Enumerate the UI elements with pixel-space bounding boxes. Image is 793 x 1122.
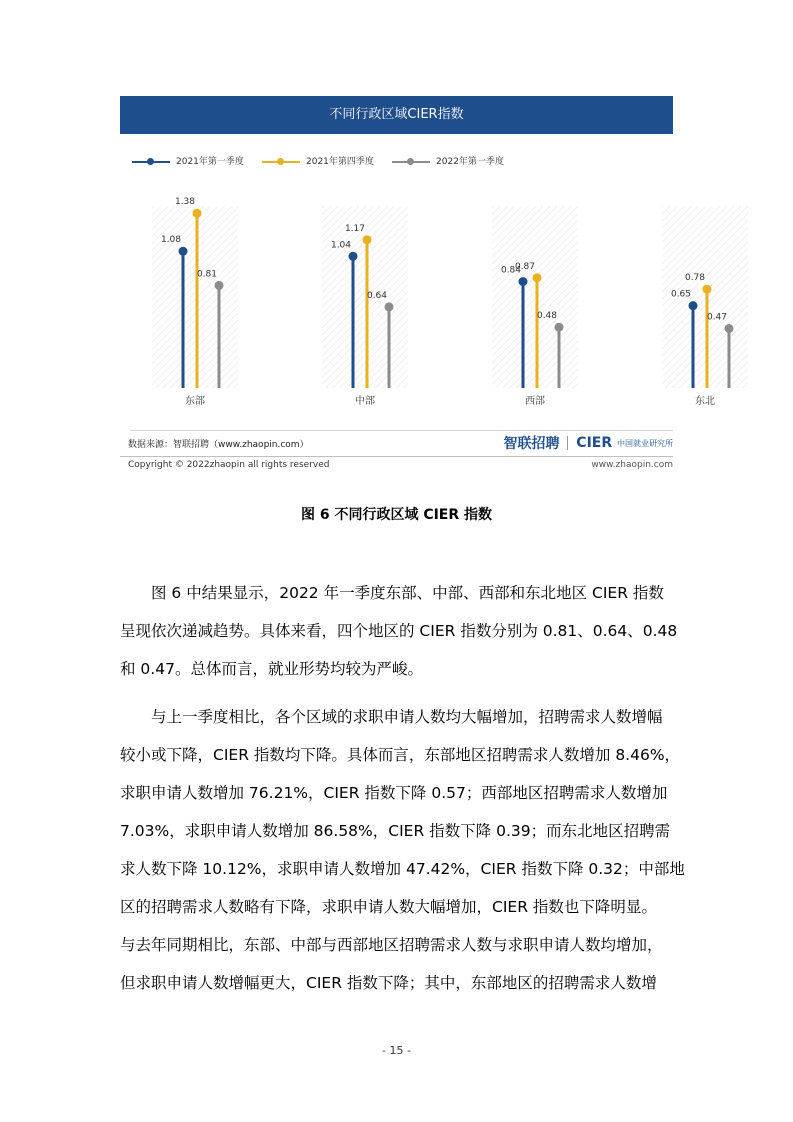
lollipop-point bbox=[179, 247, 188, 256]
lollipop-point bbox=[555, 323, 564, 332]
paragraph-line: 较小或下降，CIER 指数均下降。具体而言，东部地区招聘需求人数增加 8.46%， bbox=[120, 746, 681, 764]
chart-legend bbox=[120, 152, 673, 172]
site-url: www.zhaopin.com bbox=[591, 460, 673, 470]
paragraph-line: 7.03%，求职申请人数增加 86.58%，CIER 指数下降 0.39；而东北地区招聘需 bbox=[120, 822, 671, 840]
paragraph-line: 图 6 中结果显示，2022 年一季度东部、中部、西部和东北地区 CIER 指数 bbox=[120, 584, 664, 602]
figure-cier-by-region bbox=[120, 96, 728, 476]
lollipop-point bbox=[385, 302, 394, 311]
logos bbox=[504, 433, 673, 455]
category-label: 西部 bbox=[525, 396, 545, 407]
figure-banner-title: 不同行政区域CIER指数 bbox=[120, 96, 673, 134]
copyright-text: Copyright © 2022zhaopin all rights reserved bbox=[128, 460, 330, 470]
logo-separator bbox=[567, 436, 568, 450]
legend-label: 2021年第四季度 bbox=[306, 157, 374, 167]
lollipop-point bbox=[725, 324, 734, 333]
paragraph-line: 与去年同期相比，东部、中部与西部地区招聘需求人数与求职申请人数均增加， bbox=[120, 936, 663, 954]
paragraph-line: 和 0.47。总体而言，就业形势均较为严峻。 bbox=[120, 660, 423, 678]
category-label: 东北 bbox=[695, 396, 715, 407]
data-label: 0.87 bbox=[514, 261, 536, 272]
data-label: 0.48 bbox=[536, 311, 558, 322]
data-label: 0.84 bbox=[500, 265, 522, 276]
paragraph-line: 但求职申请人数增幅更大，CIER 指数下降；其中，东部地区的招聘需求人数增 bbox=[120, 974, 657, 992]
zhaopin-logo: 智联招聘 bbox=[503, 436, 560, 452]
paragraph-line: 求职申请人数增加 76.21%，CIER 指数下降 0.57；西部地区招聘需求人数增加 bbox=[120, 784, 668, 802]
category-label: 东部 bbox=[185, 396, 205, 407]
legend-dot-icon bbox=[277, 158, 284, 165]
lollipop-point bbox=[703, 285, 712, 294]
paragraph-line: 区的招聘需求人数略有下降，求职申请人数大幅增加，CIER 指数也下降明显。 bbox=[120, 898, 657, 916]
data-label: 0.81 bbox=[196, 269, 218, 280]
figure-source-row bbox=[128, 433, 673, 455]
lollipop-point bbox=[689, 301, 698, 310]
legend-label: 2022年第一季度 bbox=[436, 157, 504, 167]
figure-caption: 图 6 不同行政区域 CIER 指数 bbox=[300, 507, 493, 523]
copyright-row bbox=[128, 457, 673, 475]
legend-dot-icon bbox=[407, 158, 414, 165]
data-label: 1.38 bbox=[174, 197, 196, 208]
paragraph-line: 求人数下降 10.12%，求职申请人数增加 47.42%，CIER 指数下降 0.32；中部地 bbox=[120, 860, 685, 878]
figure-divider bbox=[130, 430, 673, 431]
paragraph-line: 与上一季度相比，各个区域的求职申请人数均大幅增加，招聘需求人数增幅 bbox=[120, 708, 663, 726]
lollipop-point bbox=[533, 273, 542, 282]
data-label: 0.78 bbox=[684, 273, 706, 284]
data-label: 0.65 bbox=[670, 289, 692, 300]
lollipop-point bbox=[193, 209, 202, 218]
data-source-note: 数据来源：智联招聘（www.zhaopin.com） bbox=[128, 440, 309, 450]
data-label: 1.17 bbox=[344, 223, 366, 234]
category-background bbox=[492, 206, 578, 388]
lollipop-point bbox=[363, 235, 372, 244]
cier-logo: CIER bbox=[576, 435, 613, 451]
legend-dot-icon bbox=[147, 158, 154, 165]
lollipop-chart bbox=[120, 176, 728, 426]
category-label: 中部 bbox=[355, 396, 375, 407]
data-label: 0.64 bbox=[366, 290, 388, 301]
legend-label: 2021年第一季度 bbox=[176, 157, 244, 167]
paragraph-line: 呈现依次递减趋势。具体来看，四个地区的 CIER 指数分别为 0.81、0.64、0.48 bbox=[120, 622, 678, 640]
page-number: - 15 - bbox=[382, 1044, 411, 1057]
lollipop-point bbox=[215, 281, 224, 290]
lollipop-point bbox=[349, 252, 358, 261]
data-label: 0.47 bbox=[706, 312, 728, 323]
data-label: 1.04 bbox=[330, 240, 352, 251]
lollipop-point bbox=[519, 277, 528, 286]
data-label: 1.08 bbox=[160, 235, 182, 246]
cier-logo-subtitle: 中国就业研究所 bbox=[617, 438, 673, 448]
category-background bbox=[152, 206, 238, 388]
